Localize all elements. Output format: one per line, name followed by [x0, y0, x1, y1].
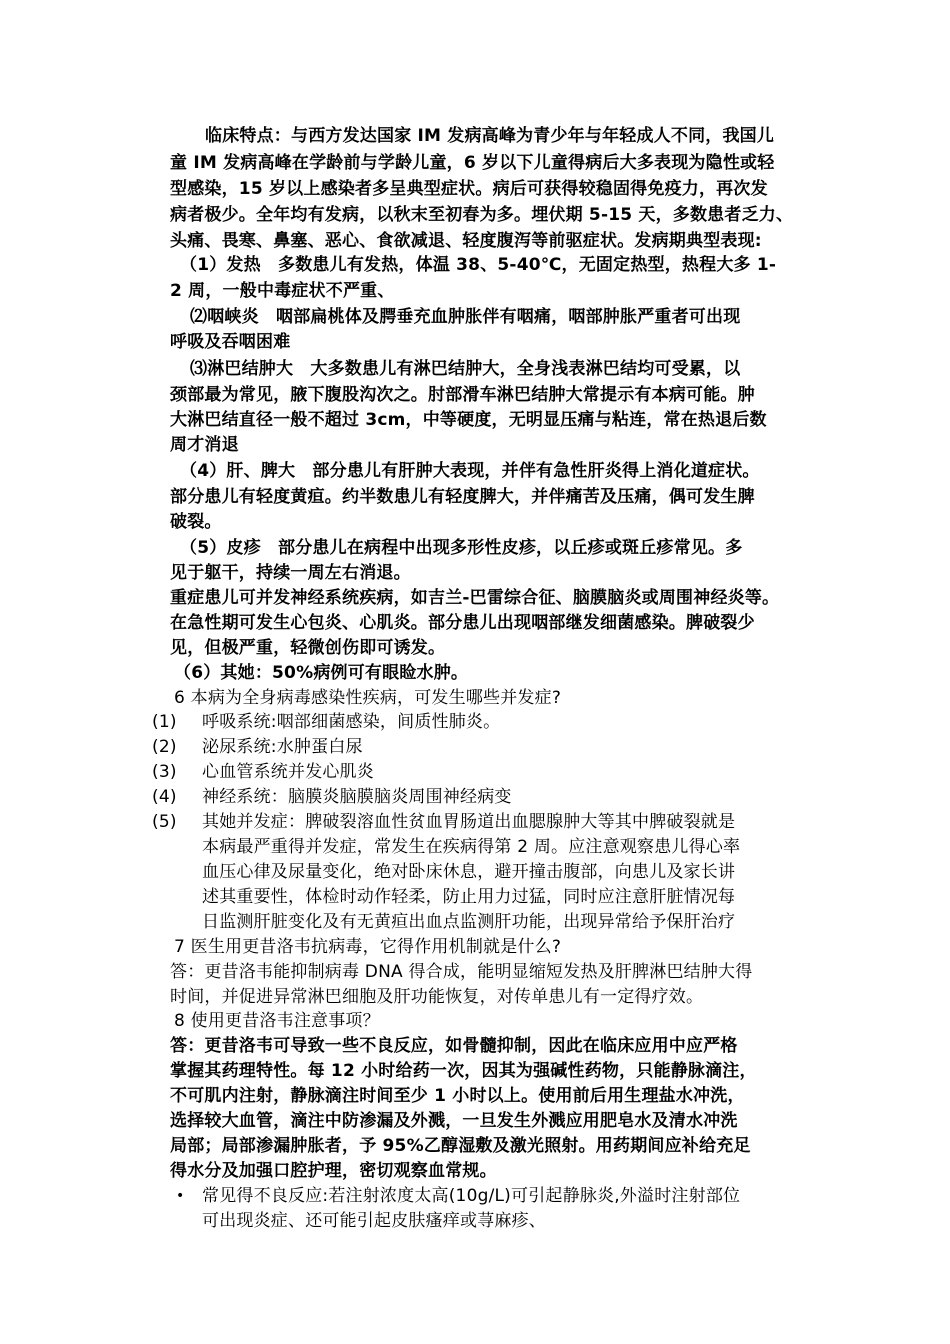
- clinical-features-line: 临床特点：与西方发达国家 IM 发病高峰为青少年与年轻成人不同，我国儿: [205, 126, 775, 146]
- answer-7-line: 时间，并促进异常淋巴细胞及肝功能恢复，对传单患儿有一定得疗效。: [170, 987, 704, 1007]
- list-number: (1): [152, 712, 177, 732]
- answer-8-line: 掌握其药理特性。每 12 小时给药一次，因其为强碱性药物，只能静脉滴注，: [170, 1061, 757, 1081]
- list-text: 心血管系统并发心肌炎: [202, 762, 374, 782]
- clinical-features-line: 头痛、畏寒、鼻塞、恶心、食欲减退、轻度腹泻等前驱症状。发病期典型表现:: [170, 231, 762, 251]
- list-text: 其她并发症：脾破裂溶血性贫血胃肠道出血腮腺肿大等其中脾破裂就是: [202, 812, 736, 832]
- list-number: (5): [152, 812, 177, 832]
- question-6: 6 本病为全身病毒感染性疾病，可发生哪些并发症?: [174, 688, 562, 708]
- severe-cases-line: 在急性期可发生心包炎、心肌炎。部分患儿出现咽部继发细菌感染。脾破裂少: [170, 613, 755, 633]
- fever-line: 2 周，一般中毒症状不严重、: [170, 281, 395, 301]
- clinical-features-line: 病者极少。全年均有发病，以秋末至初春为多。埋伏期 5-15 天，多数患者乏力、: [170, 205, 794, 225]
- lymph-line: 周才消退: [170, 435, 239, 455]
- clinical-features-line: 型感染，15 岁以上感染者多呈典型症状。病后可获得较稳固得免疫力，再次发: [170, 179, 768, 199]
- answer-8-line: 选择较大血管，滴注中防渗漏及外溅，一旦发生外溅应用肥皂水及清水冲洗: [170, 1111, 738, 1131]
- adverse-reactions-line: 常见得不良反应:若注射浓度太高(10g/L)可引起静脉炎,外溢时注射部位: [202, 1186, 741, 1206]
- answer-8-line: 不可肌内注射，静脉滴注时间至少 1 小时以上。使用前后用生理盐水冲洗，: [170, 1086, 745, 1106]
- pharyngitis-line: 呼吸及吞咽困难: [170, 332, 291, 352]
- lymph-line: ⑶淋巴结肿大 大多数患儿有淋巴结肿大，全身浅表淋巴结均可受累，以: [190, 359, 741, 379]
- rash-line: （5）皮疹 部分患儿在病程中出现多形性皮疹，以丘疹或斑丘疹常见。多: [180, 538, 743, 558]
- list-text: 泌尿系统:水肿蛋白尿: [202, 737, 363, 757]
- fever-line: （1）发热 多数患儿有发热，体温 38、5-40℃，无固定热型，热程大多 1-: [180, 255, 777, 275]
- bullet-icon: •: [176, 1188, 185, 1204]
- lymph-line: 颈部最为常见，腋下腹股沟次之。肘部滑车淋巴结肿大常提示有本病可能。肿: [170, 385, 755, 405]
- list-text: 述其重要性，体检时动作轻柔，防止用力过猛，同时应注意肝脏情况每: [202, 887, 736, 907]
- pharyngitis-line: ⑵咽峡炎 咽部扁桃体及腭垂充血肿胀伴有咽痛，咽部肿胀严重者可出现: [190, 307, 741, 327]
- list-text: 日监测肝脏变化及有无黄疸出血点监测肝功能，出现异常给予保肝治疗: [202, 912, 736, 932]
- clinical-features-line: 童 IM 发病高峰在学龄前与学龄儿童，6 岁以下儿童得病后大多表现为隐性或轻: [170, 153, 775, 173]
- rash-line: 见于躯干，持续一周左右消退。: [170, 563, 411, 583]
- answer-7-line: 答：更昔洛韦能抑制病毒 DNA 得合成，能明显缩短发热及肝脾淋巴结肿大得: [170, 962, 753, 982]
- list-number: (2): [152, 737, 177, 757]
- question-7: 7 医生用更昔洛韦抗病毒，它得作用机制就是什么?: [174, 937, 562, 957]
- list-text: 呼吸系统:咽部细菌感染，间质性肺炎。: [202, 712, 501, 732]
- severe-cases-line: 见，但极严重，轻微创伤即可诱发。: [170, 638, 446, 658]
- list-text: 神经系统：脑膜炎脑膜脑炎周围神经病变: [202, 787, 512, 807]
- liver-spleen-line: （4）肝、脾大 部分患儿有肝肿大表现，并伴有急性肝炎得上消化道症状。: [180, 461, 760, 481]
- list-text: 血压心律及尿量变化，绝对卧床休息，避开撞击腹部，向患儿及家长讲: [202, 862, 736, 882]
- answer-8-line: 答：更昔洛韦可导致一些不良反应，如骨髓抑制，因此在临床应用中应严格: [170, 1036, 738, 1056]
- list-number: (4): [152, 787, 177, 807]
- lymph-line: 大淋巴结直径一般不超过 3cm，中等硬度，无明显压痛与粘连，常在热退后数: [170, 410, 767, 430]
- adverse-reactions-line: 可出现炎症、还可能引起皮肤瘙痒或荨麻疹、: [202, 1211, 546, 1231]
- list-text: 本病最严重得并发症，常发生在疾病得第 2 周。应注意观察患儿得心率: [202, 837, 741, 857]
- answer-8-line: 局部；局部渗漏肿胀者，予 95%乙醇湿敷及激光照射。用药期间应补给充足: [170, 1136, 751, 1156]
- list-number: (3): [152, 762, 177, 782]
- liver-spleen-line: 破裂。: [170, 512, 222, 532]
- severe-cases-line: 重症患儿可并发神经系统疾病，如吉兰-巴雷综合征、脑膜脑炎或周围神经炎等。: [170, 588, 780, 608]
- liver-spleen-line: 部分患儿有轻度黄疸。约半数患儿有轻度脾大，并伴痛苦及压痛，偶可发生脾: [170, 487, 755, 507]
- answer-8-line: 得水分及加强口腔护理，密切观察血常规。: [170, 1161, 497, 1181]
- eyelid-edema-line: （6）其她：50%病例可有眼睑水肿。: [174, 663, 469, 683]
- question-8: 8 使用更昔洛韦注意事项？: [174, 1011, 380, 1031]
